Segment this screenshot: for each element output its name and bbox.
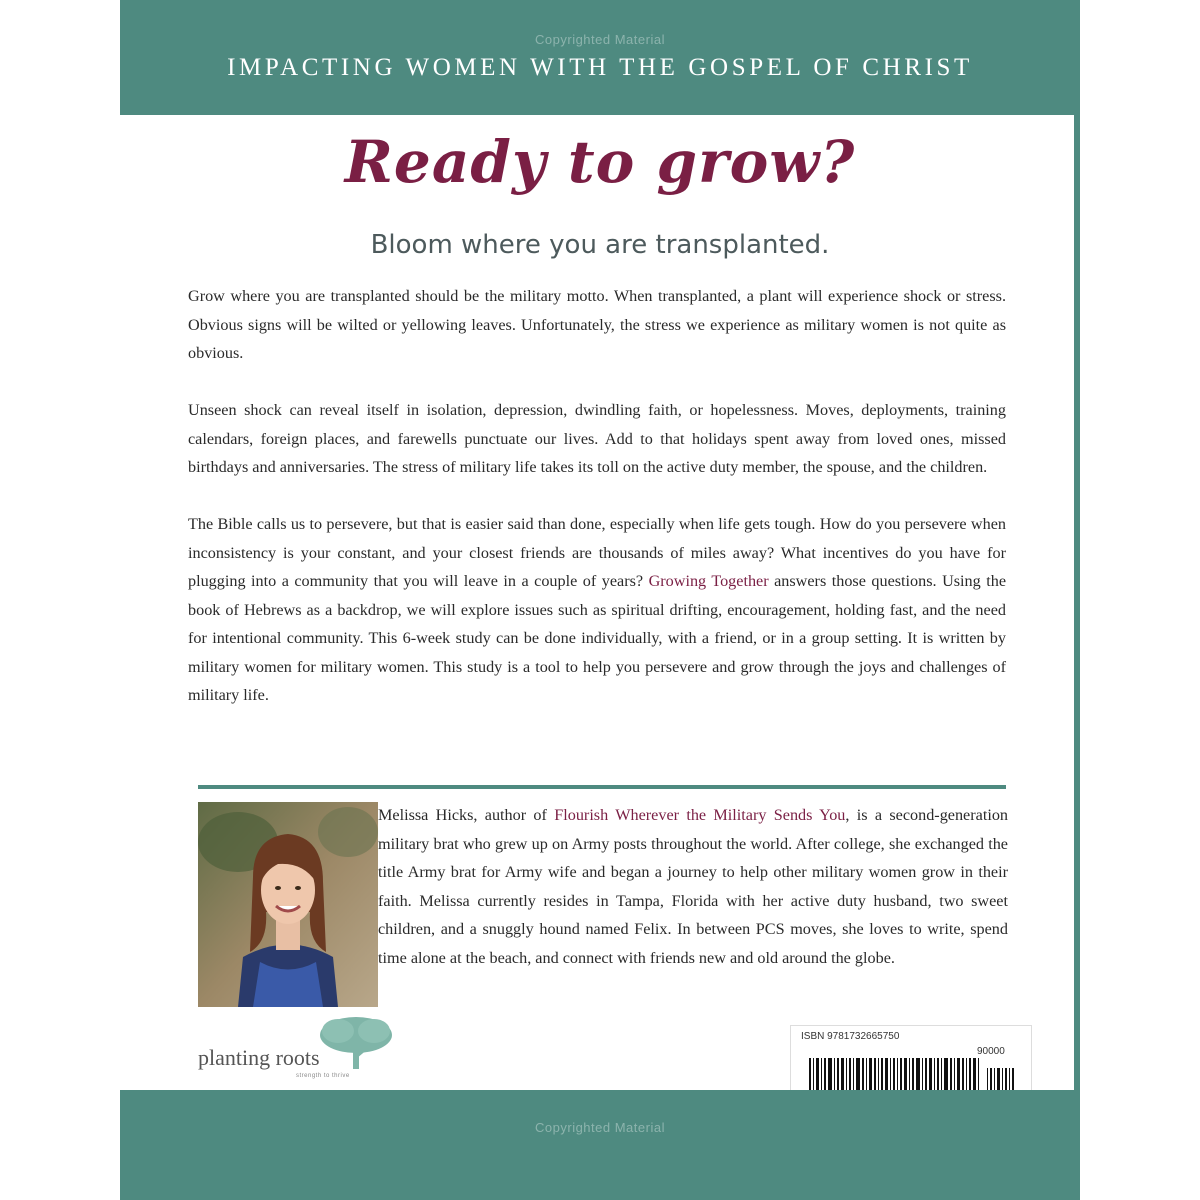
top-band	[120, 0, 1080, 115]
headline: Ready to grow?	[344, 128, 856, 196]
watermark-bottom: Copyrighted Material	[535, 1120, 665, 1135]
paragraph-3	[188, 510, 1006, 710]
author-bio	[378, 801, 1008, 972]
description	[188, 282, 1006, 738]
previous-book-title: Flourish Wherever the Military Sends You	[554, 806, 846, 824]
publisher-logo	[198, 1015, 398, 1085]
tagline: IMPACTING WOMEN WITH THE GOSPEL OF CHRIST	[227, 54, 973, 81]
paragraph-1: Grow where you are transplanted should be the military motto. When transplanted, a plant will experience shock or stress. Obvious signs will be wilted or yellowing leaves. Unfortunately, the stress we experience as military women is not quite as obvious.	[188, 287, 1006, 362]
author-portrait-image	[198, 802, 378, 1007]
publisher-name: planting roots	[198, 1045, 320, 1070]
paragraph-3-start: The Bible calls us to persevere, but that is easier said than done, especially when life gets tough. How do you persevere when inconsistency is your constant, and your closest friends are thousands of miles away? What incentives do you have for plugging into a community that you will leave in a couple of years?	[188, 515, 1006, 590]
book-back-cover	[120, 0, 1080, 1200]
bio-end: , is a second-generation military brat who grew up on Army posts throughout the world. After college, she exchanged the title Army brat for Army wife and began a journey to help other military women grow in their faith. Melissa currently resides in Tampa, Florida with her active duty husband, two sweet children, and a snuggly hound named Felix. In between PCS moves, she loves to write, spend time alone at the beach, and connect with friends new and old around the globe.	[378, 806, 1009, 967]
book-title-highlight: Growing Together	[648, 572, 769, 590]
watermark-top: Copyrighted Material	[535, 32, 665, 47]
bio-start: Melissa Hicks, author of	[378, 806, 555, 824]
tree-icon	[316, 1013, 396, 1073]
publisher-subtitle: strength to thrive	[296, 1073, 350, 1079]
right-edge-strip	[1074, 115, 1080, 1090]
paragraph-2: Unseen shock can reveal itself in isolation, depression, dwindling faith, or hopelessness. Moves, deployments, training calendars, foreign places, and farewells punctuate our lives. Add to that holidays spent away from loved ones, missed birthdays and anniversaries. The stress of military life takes its toll on the active duty member, the spouse, and the children.	[188, 401, 1006, 476]
subheadline: Bloom where you are transplanted.	[370, 230, 830, 260]
isbn-label: ISBN 9781732665750	[801, 1031, 900, 1042]
section-divider	[198, 785, 1006, 789]
price-code: 90000	[977, 1046, 1005, 1057]
bottom-band	[120, 1090, 1080, 1200]
author-photo	[198, 802, 378, 1007]
paragraph-3-end: answers those questions. Using the book of Hebrews as a backdrop, we will explore issues such as spiritual drifting, encouragement, holding fast, and the need for intentional community. This 6-week study can be done individually, with a friend, or in a group setting. It is written by military women for military women. This study is a tool to help you persevere and grow through the joys and challenges of military life.	[188, 572, 1007, 704]
